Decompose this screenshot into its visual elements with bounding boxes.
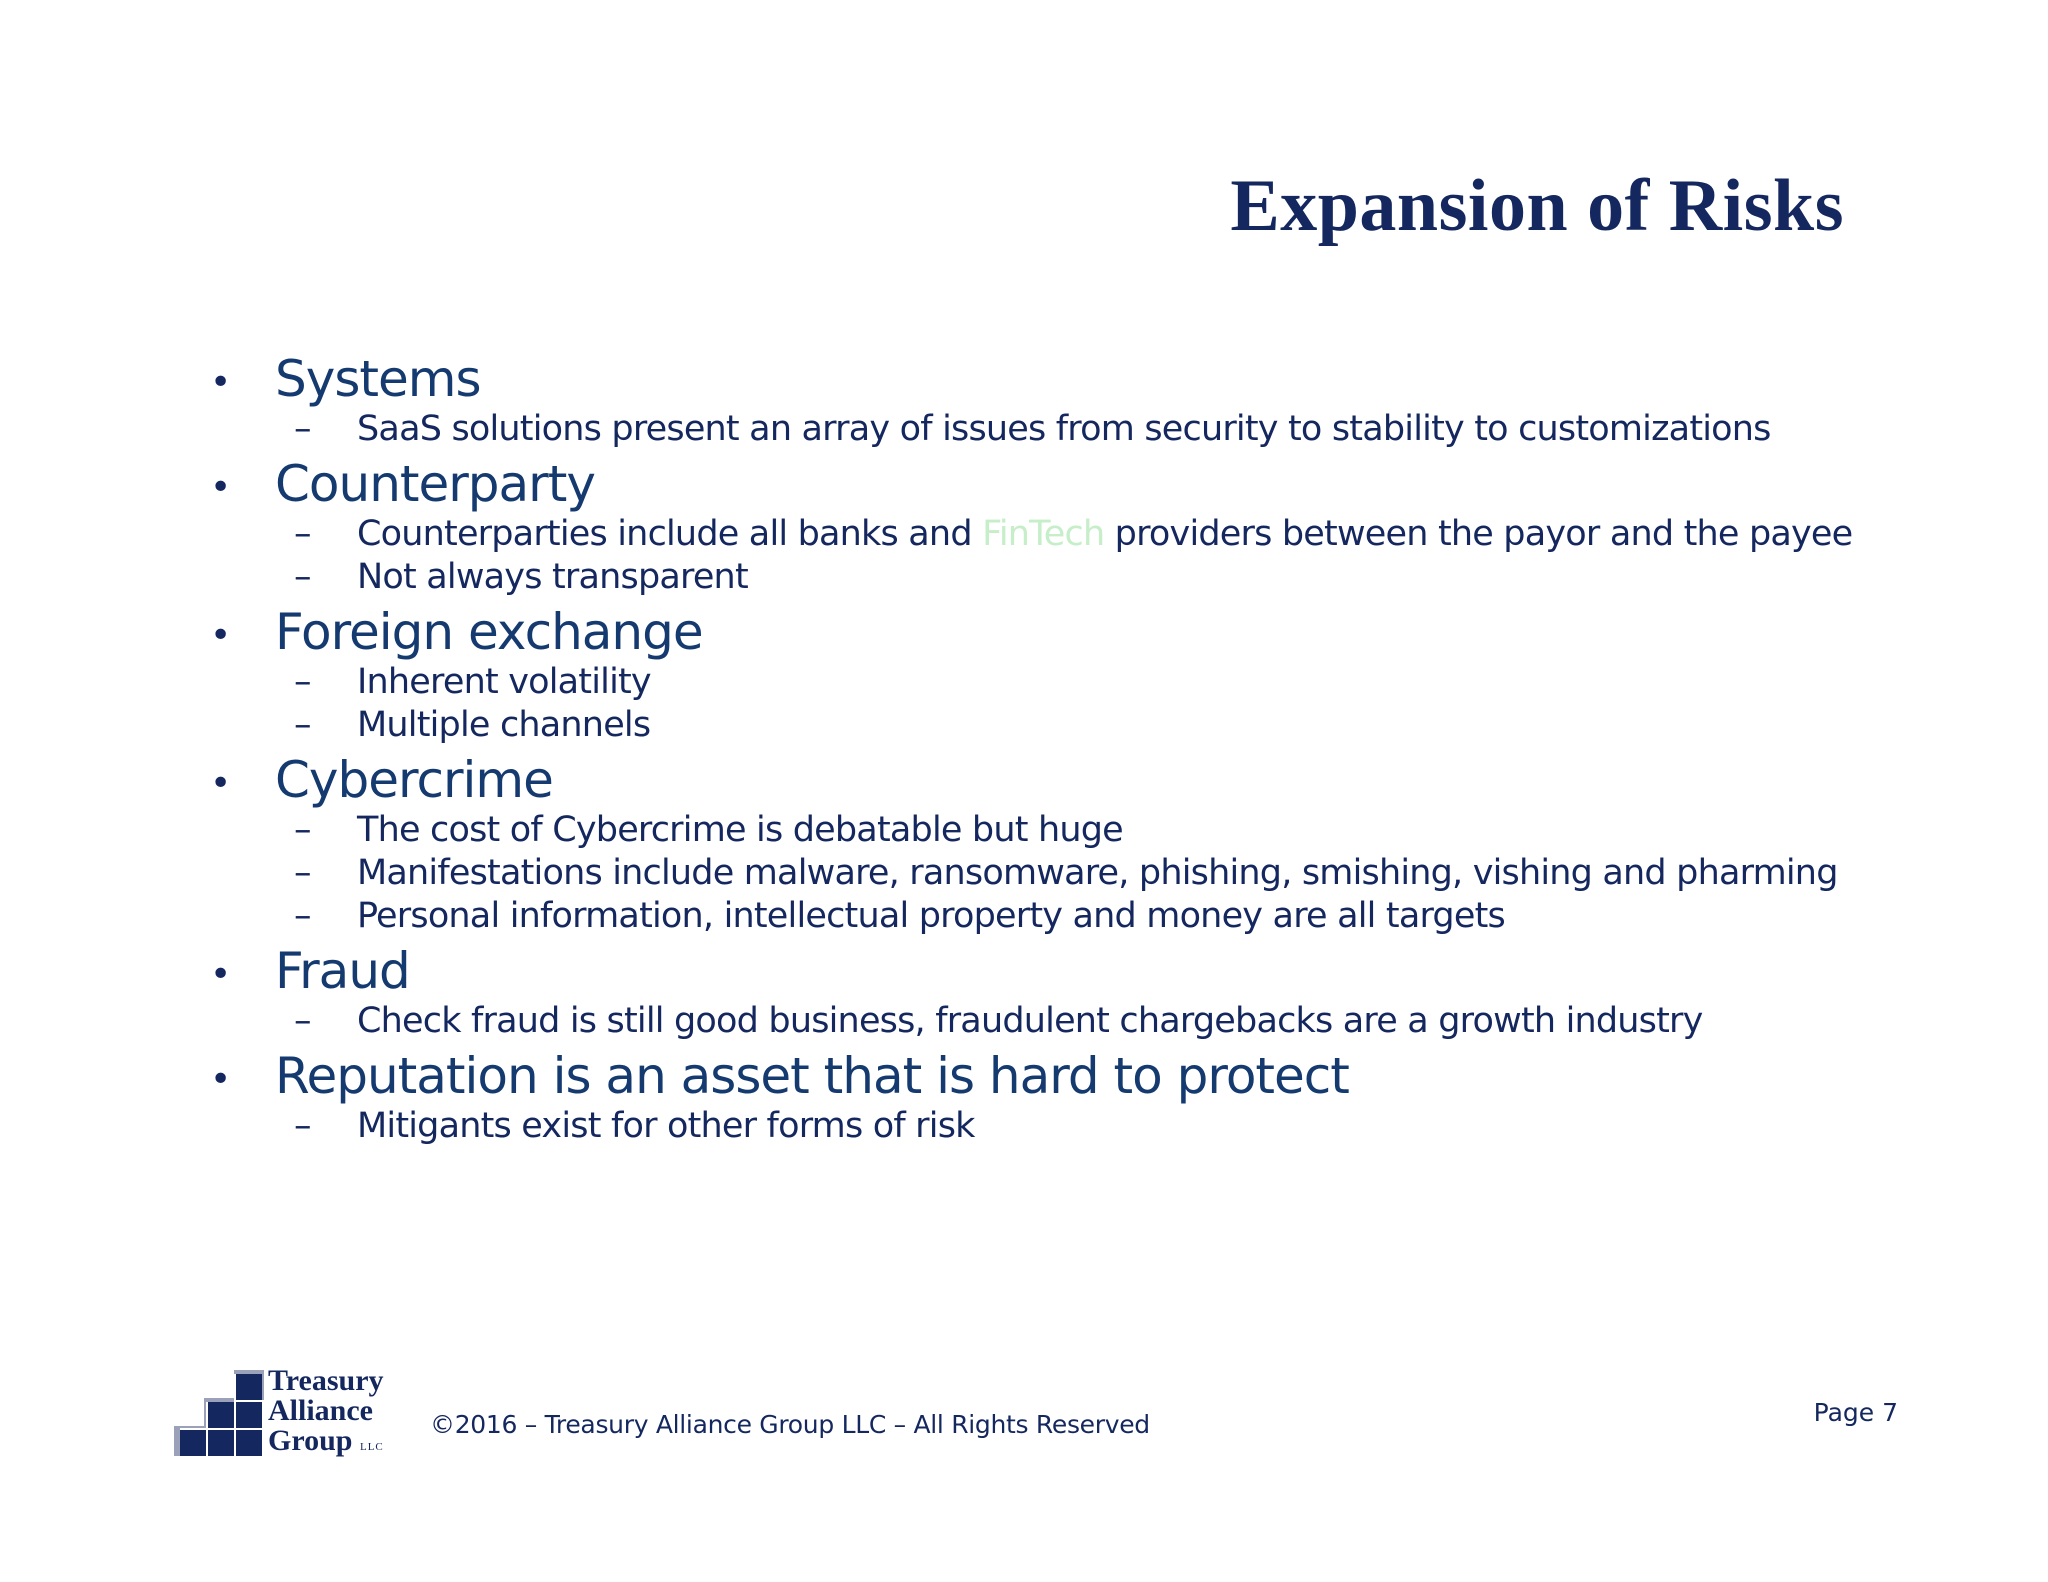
bullet-dot-icon: • (210, 763, 232, 804)
sub-item (200, 852, 1920, 895)
sub-item-text-after: providers between the payor and the payee (1104, 514, 1853, 554)
sub-item (200, 556, 1920, 599)
sub-item-text: Check fraud is still good business, fraudulent chargebacks are a growth industry (357, 1001, 1703, 1041)
dash-icon: – (294, 557, 311, 597)
bullet-dot-icon: • (210, 615, 232, 656)
bullet-item (200, 1047, 1920, 1105)
dash-icon: – (294, 705, 311, 745)
sub-item-text: Not always transparent (357, 557, 748, 597)
logo-wordmark (268, 1366, 384, 1462)
sub-item (200, 895, 1920, 938)
fintech-highlight: FinTech (982, 514, 1105, 554)
copyright-notice: ©2016 – Treasury Alliance Group LLC – All Rights Reserved (430, 1410, 1150, 1439)
bullet-item (200, 751, 1920, 809)
sub-item-text: SaaS solutions present an array of issues from security to stability to customizations (357, 409, 1771, 449)
dash-icon: – (294, 810, 311, 850)
bullet-label: Counterparty (275, 455, 595, 513)
sub-item-text: Personal information, intellectual property and money are all targets (357, 896, 1505, 936)
slide-title: Expansion of Risks (1230, 165, 1844, 247)
sub-item (200, 513, 1920, 556)
dash-icon: – (294, 514, 311, 554)
logo-line-1: Treasury (268, 1364, 384, 1397)
bullet-label: Foreign exchange (275, 603, 703, 661)
dash-icon: – (294, 1106, 311, 1146)
sub-item (200, 408, 1920, 451)
dash-icon: – (294, 409, 311, 449)
sub-list (200, 1000, 1920, 1043)
sub-list (200, 1105, 1920, 1148)
sub-item-text: Inherent volatility (357, 662, 651, 702)
bullet-label: Systems (275, 350, 481, 408)
sub-list (200, 661, 1920, 747)
sub-item-text: Multiple channels (357, 705, 651, 745)
sub-item-text: Manifestations include malware, ransomware, phishing, smishing, vishing and pharming (357, 853, 1838, 893)
sub-item (200, 1000, 1920, 1043)
sub-item-text: The cost of Cybercrime is debatable but huge (357, 810, 1123, 850)
logo-group: Group (268, 1424, 353, 1457)
sub-list (200, 809, 1920, 938)
sub-list (200, 513, 1920, 599)
logo-line-3 (268, 1426, 384, 1462)
bullet-item (200, 455, 1920, 513)
sub-item (200, 704, 1920, 747)
bullet-dot-icon: • (210, 954, 232, 995)
sub-item (200, 1105, 1920, 1148)
bullet-label: Cybercrime (275, 751, 553, 809)
dash-icon: – (294, 853, 311, 893)
logo-llc: LLC (359, 1441, 384, 1453)
sub-item (200, 809, 1920, 852)
bullet-label: Fraud (275, 942, 410, 1000)
stairs-logo-icon (172, 1368, 268, 1462)
sub-item (200, 661, 1920, 704)
company-logo (172, 1366, 394, 1466)
sub-item-text-before: Counterparties include all banks and (357, 514, 983, 554)
dash-icon: – (294, 662, 311, 702)
bullet-dot-icon: • (210, 362, 232, 403)
sub-item-text: Mitigants exist for other forms of risk (357, 1106, 975, 1146)
bullet-dot-icon: • (210, 1059, 232, 1100)
bullet-item (200, 603, 1920, 661)
bullet-item (200, 942, 1920, 1000)
bullet-label: Reputation is an asset that is hard to protect (275, 1047, 1349, 1105)
bullet-dot-icon: • (210, 467, 232, 508)
bullet-list (200, 350, 1920, 1152)
dash-icon: – (294, 896, 311, 936)
dash-icon: – (294, 1001, 311, 1041)
logo-line-2: Alliance (268, 1394, 373, 1427)
bullet-item (200, 350, 1920, 408)
page-number: Page 7 (1813, 1398, 1898, 1427)
sub-list (200, 408, 1920, 451)
